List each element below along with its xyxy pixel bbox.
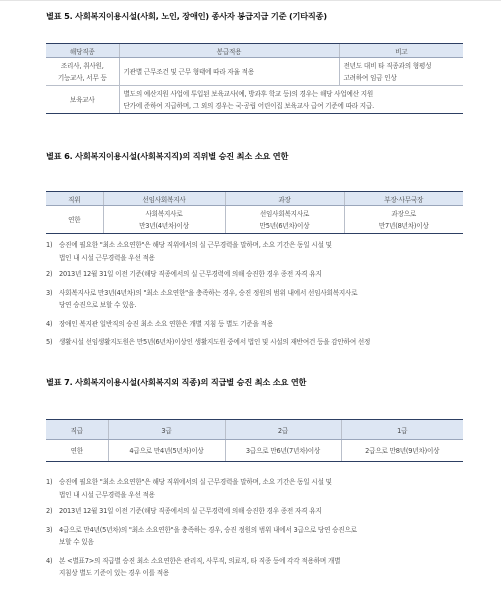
- list-item: 2) 2013년 12월 31일 이전 기준(해당 직종에서의 실 근무경력에 의해 승진한 경우 종전 자격 유지: [46, 507, 322, 515]
- table7-header-grade: 직급: [46, 420, 108, 440]
- table6-cell-director: 과장으로 만7년(8년차)이상: [344, 206, 463, 234]
- table6-header-director: 부장·사무국장: [344, 192, 463, 206]
- table5-note-cell: 전년도 대비 타 직종과의 형평성 고려하여 임금 인상: [339, 58, 463, 86]
- table6-row-label: 연한: [46, 206, 103, 234]
- table7-cell-grade1: 2급으로 만8년(9년차)이상: [341, 440, 463, 462]
- table7-header-row: [46, 420, 463, 440]
- table5-job-cell: 보육교사: [46, 86, 119, 114]
- table5-job-cell: 조리사, 취사원, 기능교사, 서무 등: [46, 58, 119, 86]
- table5-header-apply: 봉급적용: [119, 44, 339, 58]
- list-item: 1) 승진에 필요한 "최소 소요연한"은 해당 직위에서의 실 근무경력을 말하며, 소요 기간은 동일 시설 및 법인 내 시설 근무경력을 우선 적용: [46, 241, 332, 262]
- list-item: 3) 사회복지사로 만3년(4년차)의 "최소 소요연한"을 충족하는 경우, 승진 정원의 범위 내에서 선임사회복지사로 당연 승진으로 보할 수 있음.: [46, 288, 358, 309]
- table5-apply-cell: 기관별 근무조건 및 근무 형태에 따라 자율 적용: [119, 58, 339, 86]
- table6-header-row: [46, 192, 463, 206]
- table5-title: 별표 5. 사회복지이용시설(사회, 노인, 장애인) 종사자 봉급지급 기준 (기타직종): [46, 11, 327, 21]
- list-item: 4) 장애인 복지관 일반직의 승진 최소 소요 연한은 개별 지침 등 별도 기준을 적용: [46, 319, 274, 328]
- table7-cell-grade2: 3급으로 만6년(7년차)이상: [225, 440, 341, 462]
- table-row: [46, 58, 463, 86]
- table5-header-row: [46, 44, 463, 58]
- page-top-border: [0, 0, 501, 1]
- table7-header-grade1: 1급: [341, 420, 463, 440]
- list-item: 3) 4급으로 만4년(5년차)의 "최소 소요연한"을 충족하는 경우, 승진 정원의 범위 내에서 3급으로 당연 승진으로 보할 수 있음: [46, 525, 357, 546]
- list-item: 4) 본 <별표7>의 직급별 승진 최소 소요연한은 관리직, 사무직, 의료직, 타 직종 등에 각각 적용하며 개별 지침상 별도 기준이 있는 경우 이를 적용: [46, 556, 341, 577]
- table-row: [46, 440, 463, 462]
- table6-cell-manager: 선임사회복지사로 만5년(6년차)이상: [225, 206, 344, 234]
- table6-header-position: 직위: [46, 192, 103, 206]
- table7-cell-grade3: 4급으로 만4년(5년차)이상: [108, 440, 225, 462]
- table7-header-grade2: 2급: [225, 420, 341, 440]
- table6-cell-senior: 사회복지사로 만3년(4년차)이상: [103, 206, 225, 234]
- table6: [46, 191, 463, 234]
- table-row: [46, 86, 463, 114]
- table6-header-manager: 과장: [225, 192, 344, 206]
- list-item: 1) 승진에 필요한 "최소 소요연한"은 해당 직위에서의 실 근무경력을 말하며, 소요 기간은 동일 시설 및 법인 내 시설 근무경력을 우선 적용: [46, 478, 332, 499]
- table6-notes: [46, 239, 466, 349]
- table6-title: 별표 6. 사회복지이용시설(사회복지직)의 직위별 승진 최소 소요 연한: [46, 151, 289, 161]
- table5: [46, 43, 463, 114]
- table5-header-note: 비고: [339, 44, 463, 58]
- table6-header-senior: 선임사회복지사: [103, 192, 225, 206]
- table7-row-label: 연한: [46, 440, 108, 462]
- table7-title: 별표 7. 사회복지이용시설(사회복지외 직종)의 직급별 승진 최소 소요 연한: [46, 377, 307, 387]
- table7-notes: [46, 476, 466, 580]
- table7-header-grade3: 3급: [108, 420, 225, 440]
- list-item: 2) 2013년 12월 31일 이전 기준(해당 직종에서의 실 근무경력에 의해 승진한 경우 종전 자격 유지: [46, 270, 322, 278]
- table7: [46, 419, 463, 462]
- table-row: [46, 206, 463, 234]
- table5-apply-cell: 별도의 예산지원 사업에 투입된 보육교사(예, 방과후 학교 등)의 경우는 해당 사업예산 지원 단가에 준하여 지급하며, 그 외의 경우는 국·공립 어린이집 보육교사 급여 기준에 따라 지급.: [119, 86, 463, 114]
- table5-header-job: 해당직종: [46, 44, 119, 58]
- list-item: 5) 생활시설 선임생활지도원은 만5년(6년차)이상인 생활지도원 중에서 법인 및 시설의 재반여건 등을 감안하여 선정: [46, 338, 371, 346]
